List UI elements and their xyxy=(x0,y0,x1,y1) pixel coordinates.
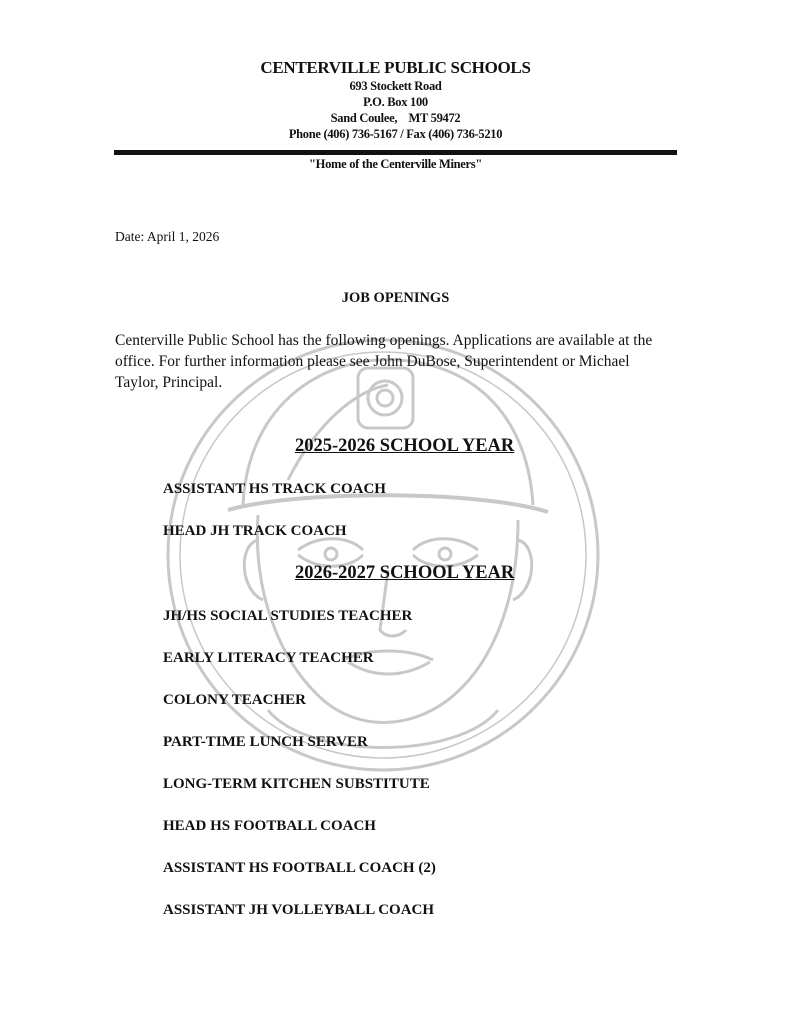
job-item: HEAD HS FOOTBALL COACH xyxy=(163,818,376,834)
job-item: ASSISTANT JH VOLLEYBALL COACH xyxy=(163,902,435,918)
job-list-2026-2027 xyxy=(163,607,436,943)
school-motto: "Home of the Centerville Miners" xyxy=(309,157,482,171)
school-name: CENTERVILLE PUBLIC SCHOOLS xyxy=(260,58,531,77)
job-item: LONG-TERM KITCHEN SUBSTITUTE xyxy=(163,776,430,792)
intro-paragraph: Centerville Public School has the following openings. Applications are available at the office. For further information please see John DuBose, Superintendent or Michael Taylor, Principal. xyxy=(115,332,653,391)
job-item: PART-TIME LUNCH SERVER xyxy=(163,734,368,750)
section-heading-2025-2026: 2025-2026 SCHOOL YEAR xyxy=(295,436,515,456)
job-item: EARLY LITERACY TEACHER xyxy=(163,650,374,666)
job-item: JH/HS SOCIAL STUDIES TEACHER xyxy=(163,608,413,624)
po-box: P.O. Box 100 xyxy=(363,95,428,109)
job-item: COLONY TEACHER xyxy=(163,692,306,708)
phone-fax: Phone (406) 736-5167 / Fax (406) 736-5210 xyxy=(288,127,503,141)
job-item: ASSISTANT HS TRACK COACH xyxy=(163,481,386,497)
page-title: JOB OPENINGS xyxy=(341,290,450,306)
letterhead-divider xyxy=(114,150,677,155)
letterhead xyxy=(0,58,791,142)
job-item: HEAD JH TRACK COACH xyxy=(163,523,347,539)
street-address: 693 Stockett Road xyxy=(349,79,442,93)
document-date: Date: April 1, 2026 xyxy=(115,229,220,244)
job-list-2025-2026 xyxy=(163,480,386,564)
city-state-zip: Sand Coulee, MT 59472 xyxy=(330,111,461,125)
section-heading-2026-2027: 2026-2027 SCHOOL YEAR xyxy=(295,563,515,583)
job-item: ASSISTANT HS FOOTBALL COACH (2) xyxy=(163,860,436,876)
